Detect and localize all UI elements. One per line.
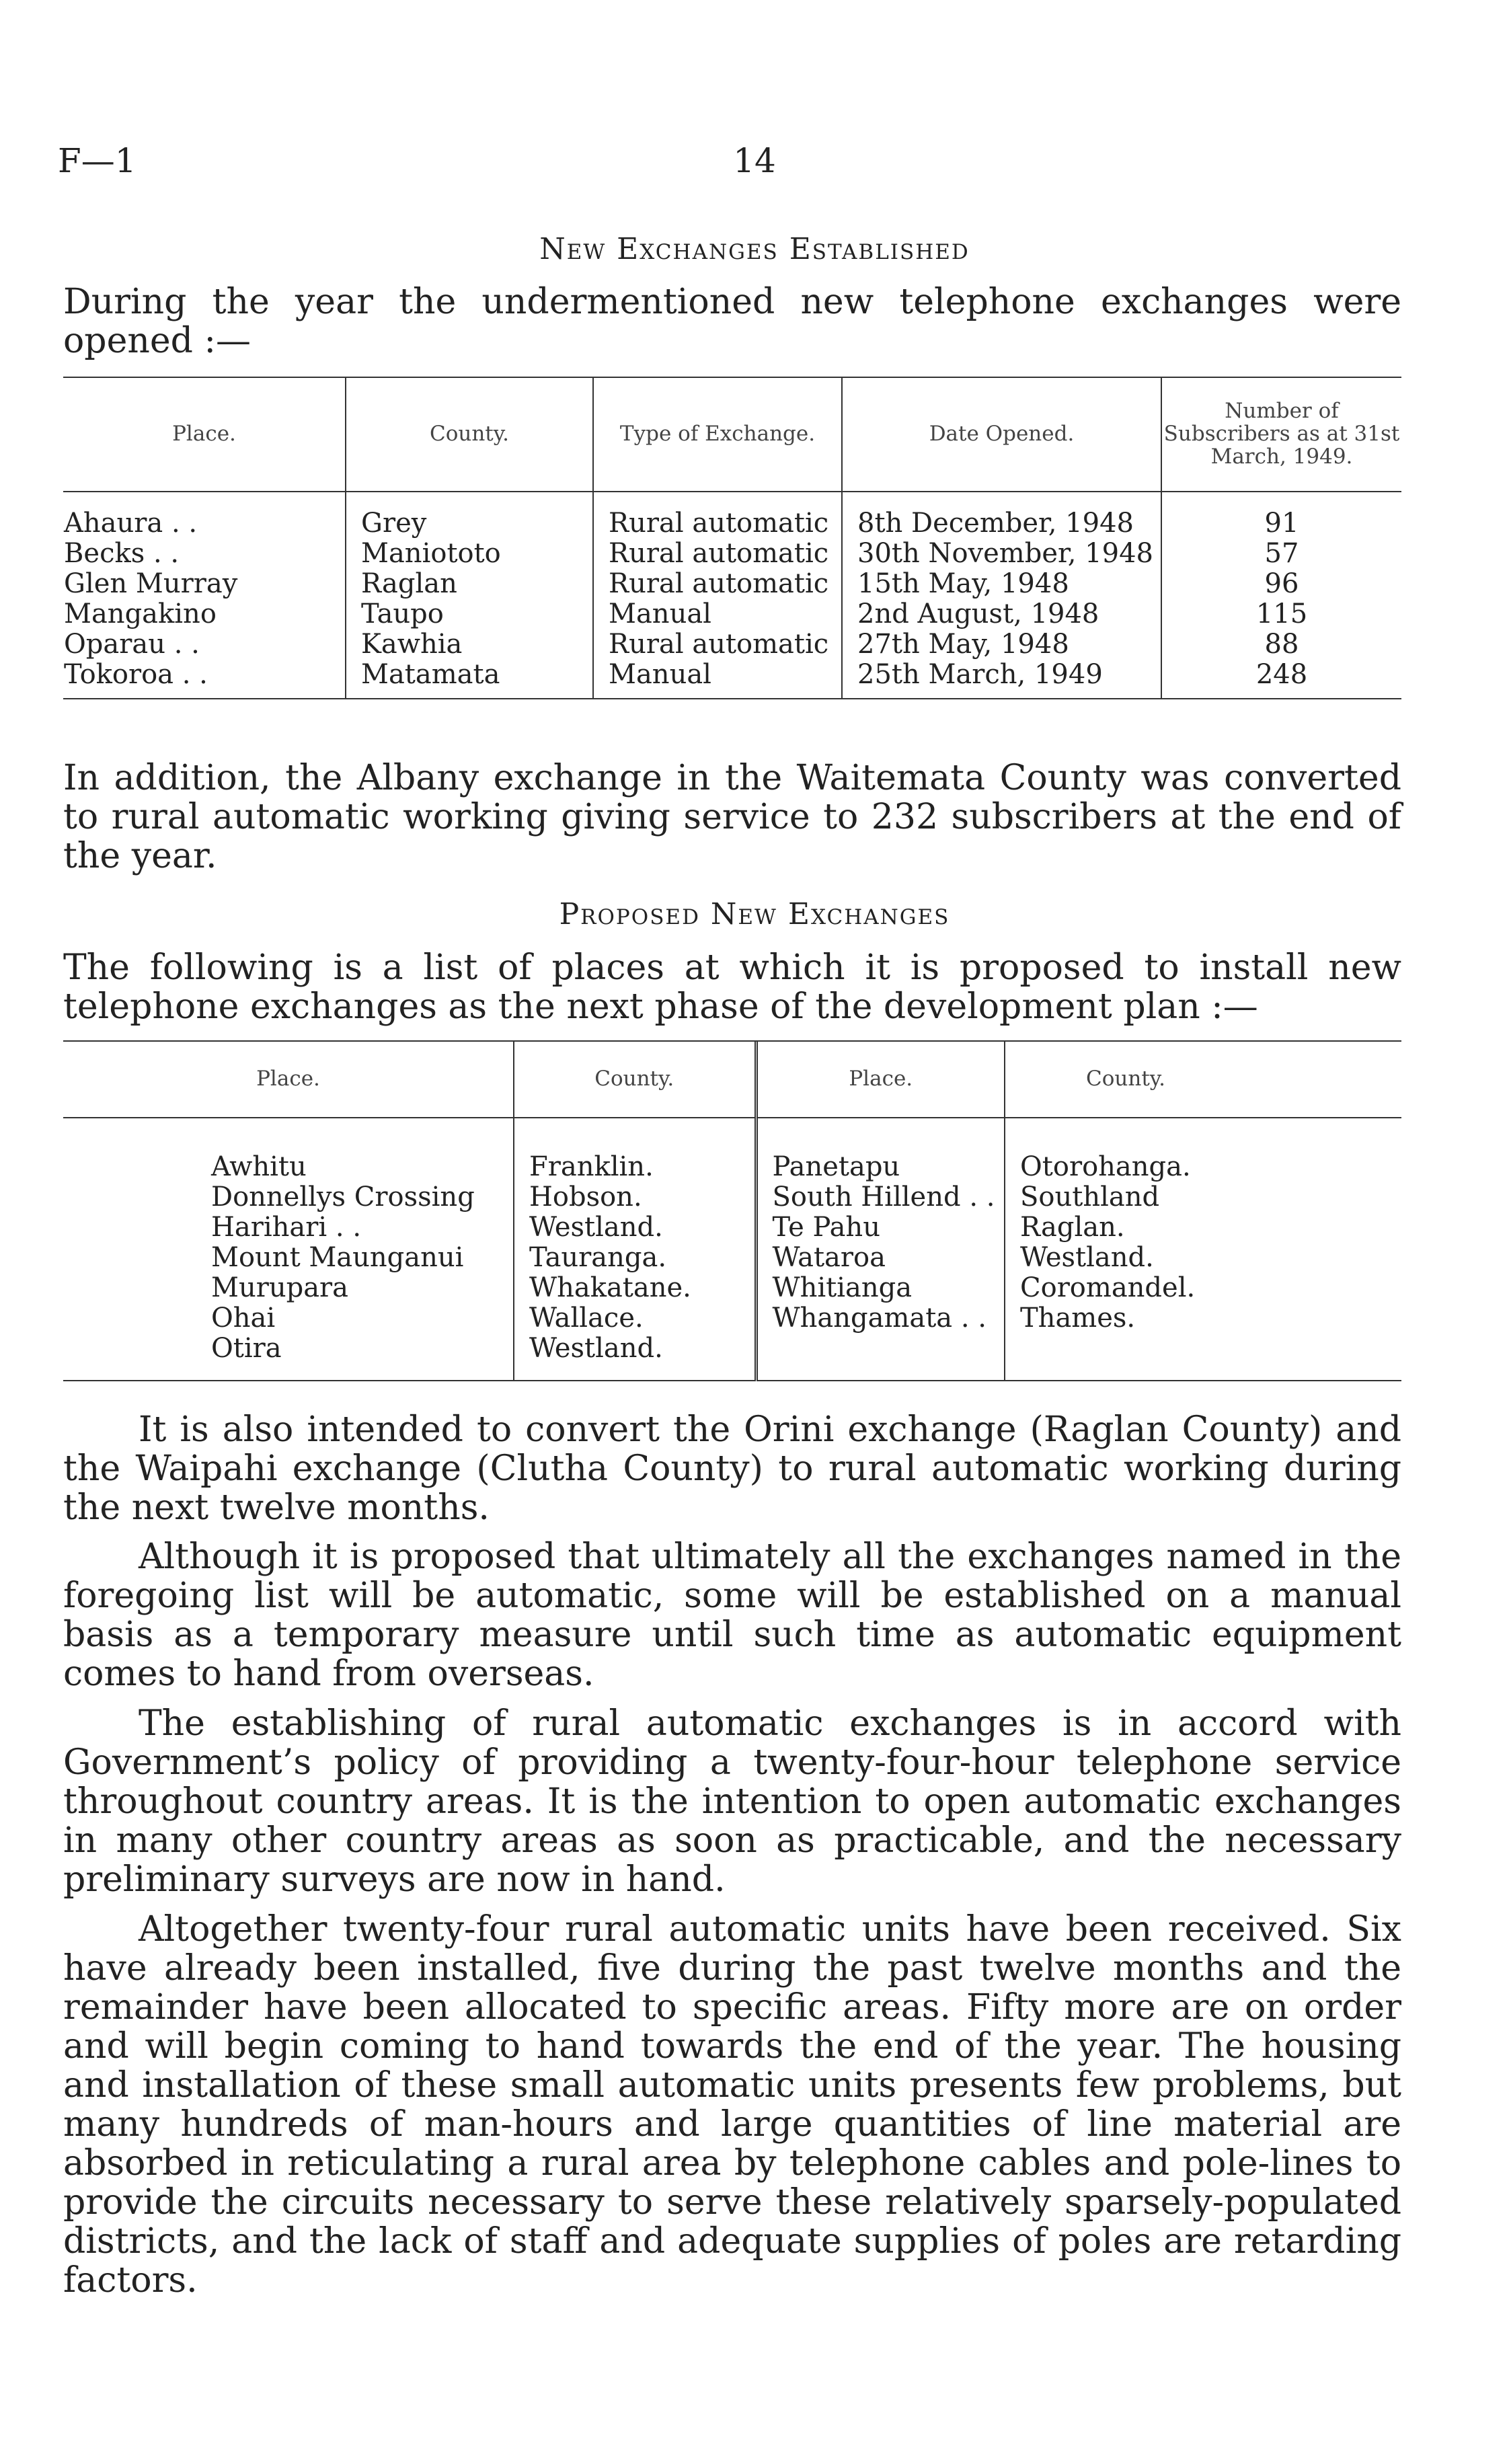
table-cell: 2nd August, 1948 [857,599,1099,629]
table-cell: Tokoroa . . [64,659,208,690]
date-column [842,492,1161,699]
column-header-subscribers: Number of Subscribers as at 31st March, 1949. [1161,377,1401,492]
page-number: 14 [733,141,776,180]
table-cell: Ahaura . . [64,508,198,539]
table-cell: 88 [1264,629,1299,660]
county-column-right [1005,1118,1401,1381]
intro-paragraph: During the year the undermentioned new telephone exchanges were opened :— [63,282,1401,361]
table-cell: Murupara [211,1272,349,1303]
table-cell: Rural automatic [609,629,829,660]
proposed-exchanges-table [63,1040,1401,1381]
table-cell: Westland. [529,1333,663,1364]
table-cell: Rural automatic [609,508,829,539]
table-cell: 248 [1255,659,1308,690]
table-cell: Kawhia [361,629,463,660]
table-cell: Glen Murray [64,568,238,599]
table-cell: Westland. [1020,1242,1154,1273]
table-cell: Rural automatic [609,538,829,569]
table-cell: Panetapu [772,1151,900,1182]
table-cell: Matamata [361,659,500,690]
table-cell: Whitianga [772,1272,913,1303]
table-cell: Mount Maunganui [211,1242,464,1273]
table-cell: Whakatane. [529,1272,691,1303]
table-cell: South Hillend . . [772,1182,995,1212]
column-header-date: Date Opened. [842,377,1161,492]
column-header-type: Type of Exchange. [593,377,842,492]
table-cell: Mangakino [64,599,217,629]
table-cell: Raglan. [1020,1212,1125,1243]
table-cell: Otorohanga. [1020,1151,1191,1182]
table-cell: 30th November, 1948 [857,538,1153,569]
column-header-place: Place. [256,1067,320,1091]
table-cell: 8th December, 1948 [857,508,1134,539]
table-cell: Grey [361,508,427,539]
table-cell: Rural automatic [609,568,829,599]
table-cell: Wataroa [772,1242,886,1273]
table-cell: Otira [211,1333,282,1364]
table-cell: Southland [1020,1182,1160,1212]
section-heading-proposed-exchanges: Proposed New Exchanges [559,897,950,931]
column-header-county: County. [1005,1040,1401,1118]
place-column [63,492,346,699]
body-paragraph: Although it is proposed that ultimately all the exchanges named in the foregoing list will be automatic, some will be established on a manual basis as a temporary measure until such time as automatic equipment comes to hand from overseas. [63,1537,1401,1694]
county-column-left [514,1118,756,1381]
county-column [346,492,593,699]
table-cell: Westland. [529,1212,663,1243]
albany-note-paragraph: In addition, the Albany exchange in the Waitemata County was converted to rural automatic working giving service to 232 subscribers at the end of the year. [63,758,1401,876]
column-header-place: Place. [756,1040,1005,1118]
table-cell: Franklin. [529,1151,654,1182]
table-cell: 27th May, 1948 [857,629,1069,660]
table-cell: Te Pahu [772,1212,880,1243]
table-cell: Maniototo [361,538,501,569]
table-cell: Donnellys Crossing [211,1182,475,1212]
table-cell: Manual [609,659,711,690]
table-cell: Ohai [211,1303,276,1334]
table-cell: Hobson. [529,1182,642,1212]
place-column-right [756,1118,1005,1381]
table-cell: 115 [1255,599,1308,629]
table-cell: Thames. [1020,1303,1136,1334]
column-header-place: Place. [172,422,236,446]
table-cell: Coromandel. [1020,1272,1196,1303]
table-cell: Becks . . [64,538,180,569]
body-paragraph: It is also intended to convert the Orini exchange (Raglan County) and the Waipahi exchange (Clutha County) to rural automatic working during the next twelve months. [63,1410,1401,1528]
body-paragraph: Altogether twenty-four rural automatic units have been received. Six have already been installed, five during the past twelve months and the remainder have been allocated to specific areas. Fifty more are on order and will begin coming to hand towards the end of the year. The housing and installation of these small automatic units presents few problems, but many hundreds of man-hours and large quantities of line material are absorbed in reticulating a rural area by telephone cables and pole-lines to provide the circuits necessary to serve these relatively sparsely-populated districts, and the lack of staff and adequate supplies of poles are retarding factors. [63,1909,1401,2301]
subscribers-column [1161,492,1401,699]
table-cell: Oparau . . [64,629,200,660]
table-cell: 15th May, 1948 [857,568,1069,599]
table-cell: Raglan [361,568,457,599]
column-header-county: County. [346,377,593,492]
table-cell: Taupo [361,599,444,629]
new-exchanges-table [63,377,1401,699]
body-paragraph: The establishing of rural automatic exchanges is in accord with Government’s policy of providing a twenty-four-hour telephone service throughout country areas. It is the intention to open automatic exchanges in many other country areas as soon as practicable, and the necessary preliminary surveys are now in hand. [63,1703,1401,1900]
table-cell: 57 [1264,538,1299,569]
table-cell: Harihari . . [211,1212,362,1243]
table-cell: Manual [609,599,711,629]
table-cell: 25th March, 1949 [857,659,1103,690]
table-cell: 96 [1264,568,1299,599]
page-reference: F—1 [58,141,137,180]
table-cell: Awhitu [211,1151,307,1182]
section-heading-new-exchanges: New Exchanges Established [539,232,970,266]
table-cell: 91 [1264,508,1299,539]
place-column-left [63,1118,514,1381]
type-column [593,492,842,699]
table-cell: Whangamata . . [772,1303,986,1334]
proposed-intro-paragraph: The following is a list of places at which it is proposed to install new telephone exchanges as the next phase of the development plan :— [63,948,1401,1027]
table-cell: Tauranga. [529,1242,667,1273]
column-header-county: County. [514,1040,756,1118]
table-cell: Wallace. [529,1303,644,1334]
